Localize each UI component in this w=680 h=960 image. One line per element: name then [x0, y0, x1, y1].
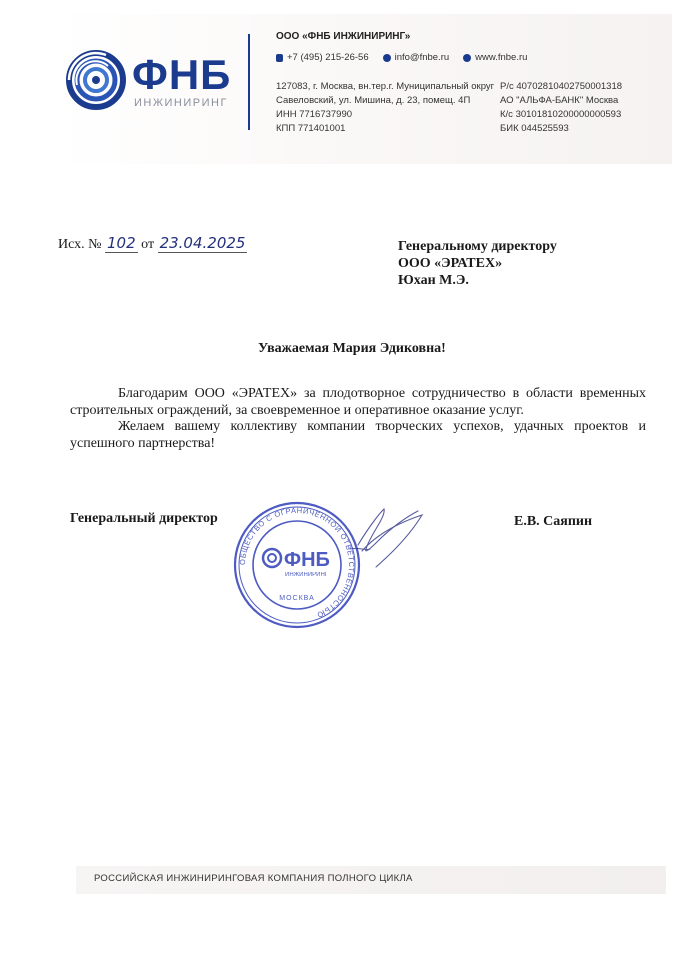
phone-number: +7 (495) 215-26-56: [287, 52, 369, 63]
letterhead-address-block: [276, 80, 494, 136]
recipient-line: Генеральному директору: [398, 239, 557, 254]
footer-tagline: РОССИЙСКАЯ ИНЖИНИРИНГОВАЯ КОМПАНИЯ ПОЛНОГО ЦИКЛА: [94, 873, 413, 884]
phone-contact: [276, 51, 369, 65]
outgoing-prefix: Исх. №: [58, 237, 102, 252]
outgoing-date: 23.04.2025: [159, 234, 246, 252]
correspondent-account-line: К/с 30101810200000000593: [500, 109, 622, 120]
kpp-line: КПП 771401001: [276, 123, 346, 134]
logo-subtitle: ИНЖИНИРИНГ: [134, 97, 228, 109]
recipient-line: ООО «ЭРАТЕХ»: [398, 256, 503, 271]
email-icon: [383, 54, 391, 62]
letter-body: [70, 386, 646, 452]
logo-wordmark: ФНБ: [132, 51, 232, 98]
website-url: www.fnbe.ru: [475, 52, 528, 63]
outgoing-number: 102: [107, 234, 136, 252]
inn-line: ИНН 7716737990: [276, 109, 353, 120]
stamp-logo-text: ФНБ: [284, 549, 330, 571]
website-contact: [463, 51, 527, 65]
bank-name-line: АО "АЛЬФА-БАНК" Москва: [500, 95, 619, 106]
outgoing-reference: [58, 234, 247, 253]
signatory-position: Генеральный директор: [70, 511, 218, 526]
stamp-city: МОСКВА: [279, 595, 315, 602]
address-line: Савеловский, ул. Мишина, д. 23, помещ. 4П: [276, 95, 471, 106]
address-line: 127083, г. Москва, вн.тер.г. Муниципальный округ: [276, 81, 495, 92]
bank-account-line: Р/с 40702810402750001318: [500, 81, 623, 92]
letterhead-contacts: [276, 51, 527, 65]
greeting: Уважаемая Мария Эдиковна!: [258, 341, 446, 356]
globe-icon: [463, 54, 471, 62]
recipient-line: Юхан М.Э.: [398, 273, 469, 288]
stamp-outer-text: ОБЩЕСТВО С ОГРАНИЧЕННОЙ ОТВЕТСТВЕННОСТЬЮ: [237, 505, 357, 620]
email-address: info@fnbe.ru: [394, 52, 450, 63]
body-paragraph: Желаем вашему коллективу компании творческих успехов, удачных проектов и успешного партнерства!: [70, 419, 646, 451]
email-contact: [383, 51, 450, 65]
outgoing-date-prefix: от: [141, 237, 155, 252]
recipient-block: [398, 238, 557, 289]
letterhead-bank-block: [500, 80, 622, 136]
bik-line: БИК 044525593: [500, 123, 569, 134]
body-paragraph: Благодарим ООО «ЭРАТЕХ» за плодотворное сотрудничество в области временных строительных ограждений, за своевременное и оперативное оказание услуг.: [70, 386, 646, 418]
letterhead-company-name: ООО «ФНБ ИНЖИНИРИНГ»: [276, 31, 411, 42]
signatory-name: Е.В. Саяпин: [514, 514, 593, 529]
stamp-logo-subtitle: ИНЖИНИРИНГ: [285, 572, 329, 578]
letterhead-divider: [248, 34, 250, 130]
phone-icon: [276, 54, 283, 62]
handwritten-signature-icon: [340, 505, 430, 575]
